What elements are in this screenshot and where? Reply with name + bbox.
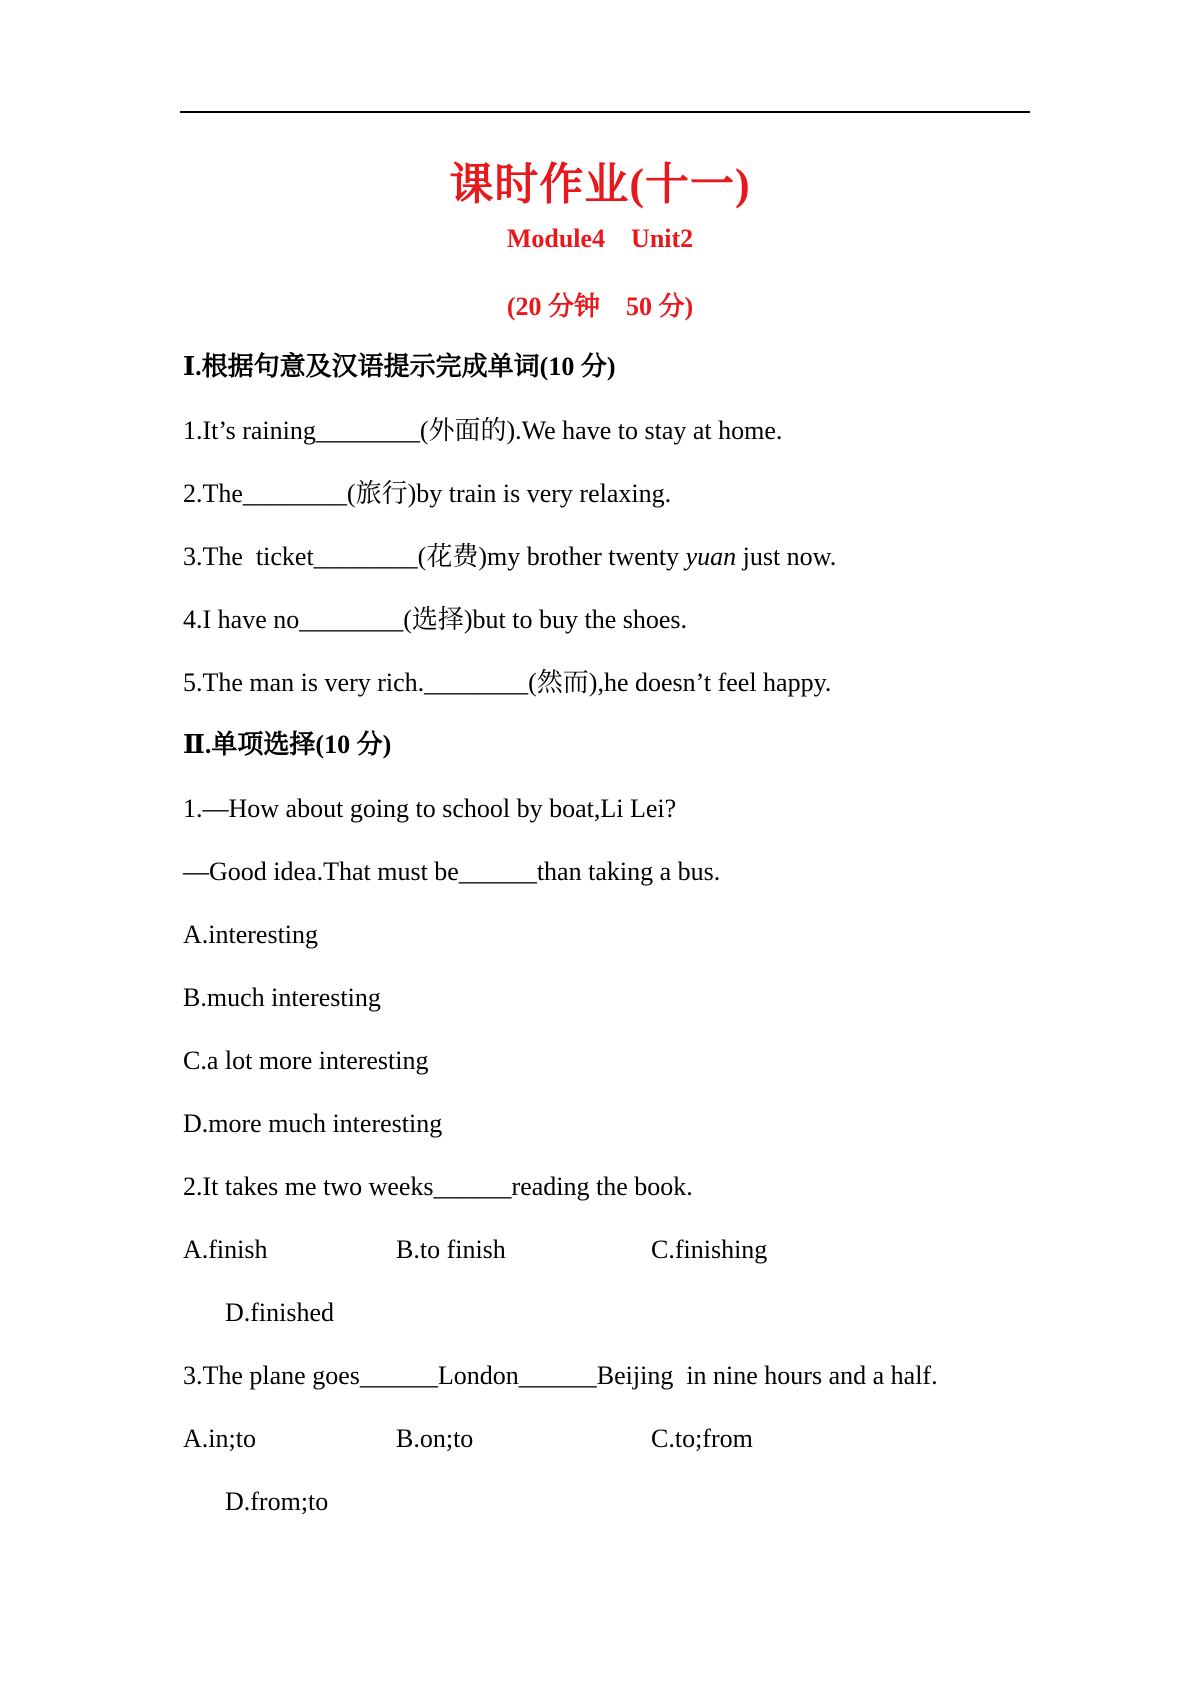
fill-item-5: 5.The man is very rich.________(然而),he doesn’t feel happy. <box>183 668 832 697</box>
fill-item-3-italic: yuan <box>685 542 737 571</box>
fill-item-3-tail: just now. <box>736 542 837 571</box>
fill-item-3 <box>183 541 836 573</box>
module-unit-label: Module4 Unit2 <box>506 224 694 253</box>
q3-stem: 3.The plane goes______London______Beijing in nine hours and a half. <box>183 1361 938 1390</box>
q2-option-d: D.finished <box>225 1298 335 1327</box>
fill-item-3-text: 3.The ticket________(花费)my brother twenty <box>183 542 686 571</box>
q1-line-1: 1.—How about going to school by boat,Li Lei? <box>183 794 677 823</box>
q1-line-2: —Good idea.That must be______than taking a bus. <box>183 857 721 886</box>
q2-option-c: C.finishing <box>651 1235 768 1264</box>
q3-option-a: A.in;to <box>183 1424 256 1453</box>
page-title: 课时作业(十一) <box>449 160 751 209</box>
q3-option-c: C.to;from <box>651 1424 753 1453</box>
fill-item-1: 1.It’s raining________(外面的).We have to stay at home. <box>183 416 783 445</box>
q2-option-b: B.to finish <box>396 1235 506 1264</box>
time-score-label: (20 分钟 50 分) <box>506 292 694 321</box>
section-2-heading: Ⅱ.单项选择(10 分) <box>183 730 392 759</box>
q1-option-a: A.interesting <box>183 920 319 949</box>
fill-item-4: 4.I have no________(选择)but to buy the shoes. <box>183 605 688 634</box>
q1-option-c: C.a lot more interesting <box>183 1046 429 1075</box>
fill-item-2: 2.The________(旅行)by train is very relaxing. <box>183 479 672 508</box>
header-rule <box>180 111 1030 113</box>
section-1-heading: Ⅰ.根据句意及汉语提示完成单词(10 分) <box>183 352 616 381</box>
q2-option-a: A.finish <box>183 1235 268 1264</box>
q3-option-b: B.on;to <box>396 1424 474 1453</box>
q1-option-b: B.much interesting <box>183 983 381 1012</box>
q3-option-d: D.from;to <box>225 1487 329 1516</box>
q1-option-d: D.more much interesting <box>183 1109 443 1138</box>
q2-stem: 2.It takes me two weeks______reading the book. <box>183 1172 693 1201</box>
